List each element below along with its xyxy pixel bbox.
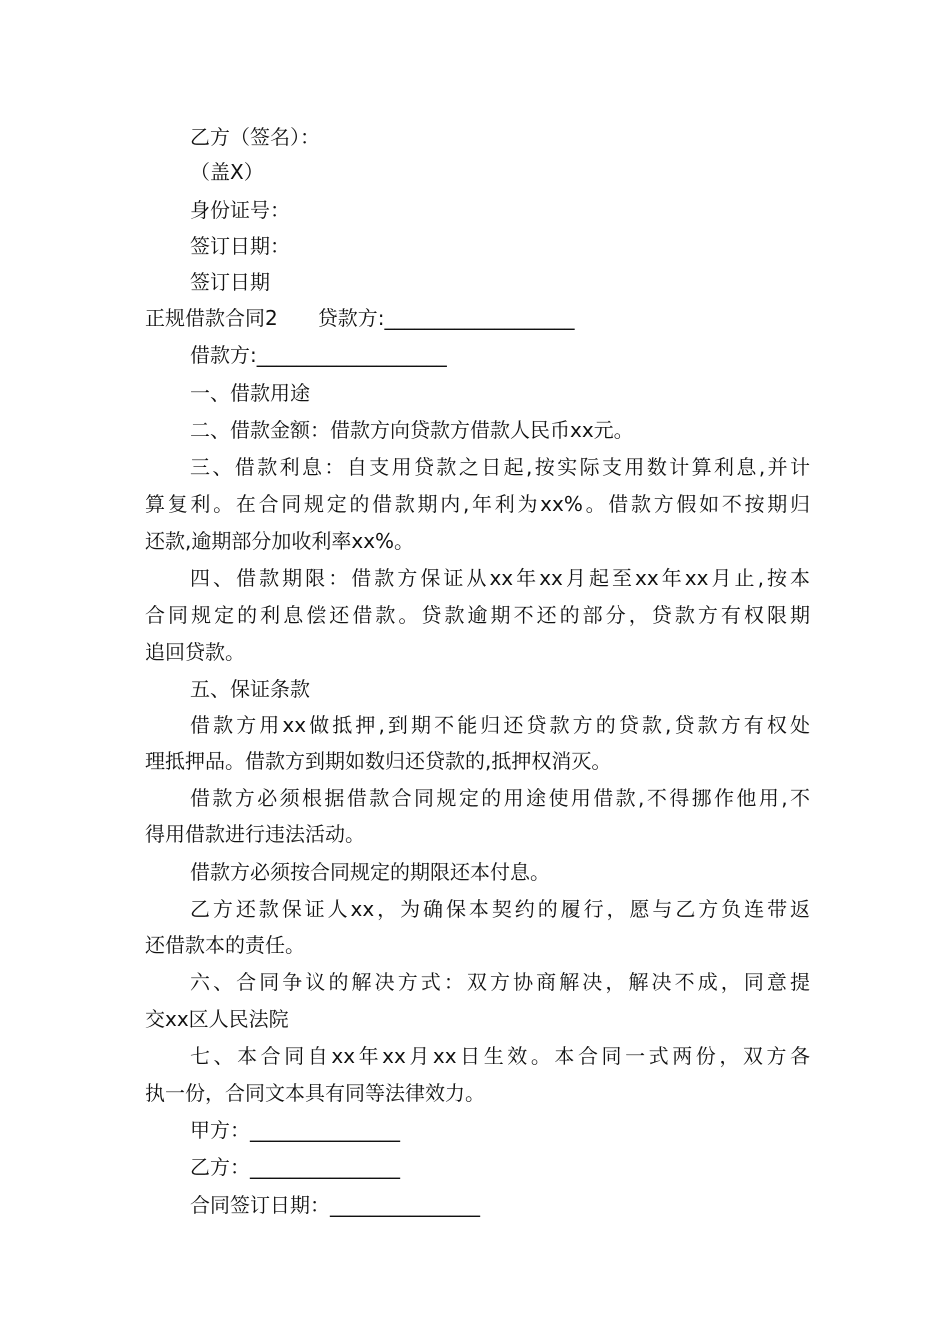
clause-6-dispute-line-2: 交xx区人民法院	[145, 1007, 289, 1031]
clause-5-guarantee: 五、保证条款	[190, 677, 310, 701]
clause-7-effect-line-1: 七、本合同自xx年xx月xx日生效。本合同一式两份，双方各	[190, 1044, 810, 1068]
clause-4-term-line-2: 合同规定的利息偿还借款。贷款逾期不还的部分，贷款方有权限期	[145, 603, 810, 627]
clause-3-interest-line-2: 算复利。在合同规定的借款期内,年利为xx%。借款方假如不按期归	[145, 492, 810, 516]
signing-date: 签订日期	[190, 270, 270, 294]
clause-7-effect-line-2: 执一份，合同文本具有同等法律效力。	[145, 1081, 485, 1105]
clause-2-amount: 二、借款金额：借款方向贷款方借款人民币xx元。	[190, 418, 634, 442]
seal-label: （盖X）	[190, 160, 264, 184]
id-number-label: 身份证号：	[190, 198, 290, 222]
collateral-line-2: 理抵押品。借款方到期如数归还贷款的,抵押权消灭。	[145, 749, 612, 773]
guarantor-line-1: 乙方还款保证人xx，为确保本契约的履行，愿与乙方负连带返	[190, 897, 810, 921]
clause-4-term-line-3: 追回贷款。	[145, 640, 245, 664]
party-b-signature-label: 乙方（签名）：	[190, 125, 320, 149]
guarantor-line-2: 还借款本的责任。	[145, 933, 305, 957]
contract-title-lender-line: 正规借款合同2 贷款方:___________________	[145, 306, 575, 330]
clause-4-term-line-1: 四、借款期限：借款方保证从xx年xx月起至xx年xx月止,按本	[190, 566, 810, 590]
borrower-line: 借款方:___________________	[190, 343, 447, 367]
clause-1-purpose: 一、借款用途	[190, 381, 310, 405]
contract-date-line: 合同签订日期：_______________	[190, 1193, 480, 1217]
usage-line-1: 借款方必须根据借款合同规定的用途使用借款,不得挪作他用,不	[190, 786, 810, 810]
clause-3-interest-line-3: 还款,逾期部分加收利率xx%。	[145, 529, 415, 553]
repayment-term-line: 借款方必须按合同规定的期限还本付息。	[190, 860, 550, 884]
clause-6-dispute-line-1: 六、合同争议的解决方式：双方协商解决，解决不成，同意提	[190, 970, 810, 994]
usage-line-2: 得用借款进行违法活动。	[145, 822, 365, 846]
party-b-signature-line: 乙方：_______________	[190, 1155, 400, 1179]
collateral-line-1: 借款方用xx做抵押,到期不能归还贷款方的贷款,贷款方有权处	[190, 713, 810, 737]
party-a-signature-line: 甲方：_______________	[190, 1118, 400, 1142]
clause-3-interest-line-1: 三、借款利息：自支用贷款之日起,按实际支用数计算利息,并计	[190, 455, 810, 479]
signing-date-label: 签订日期：	[190, 234, 290, 258]
